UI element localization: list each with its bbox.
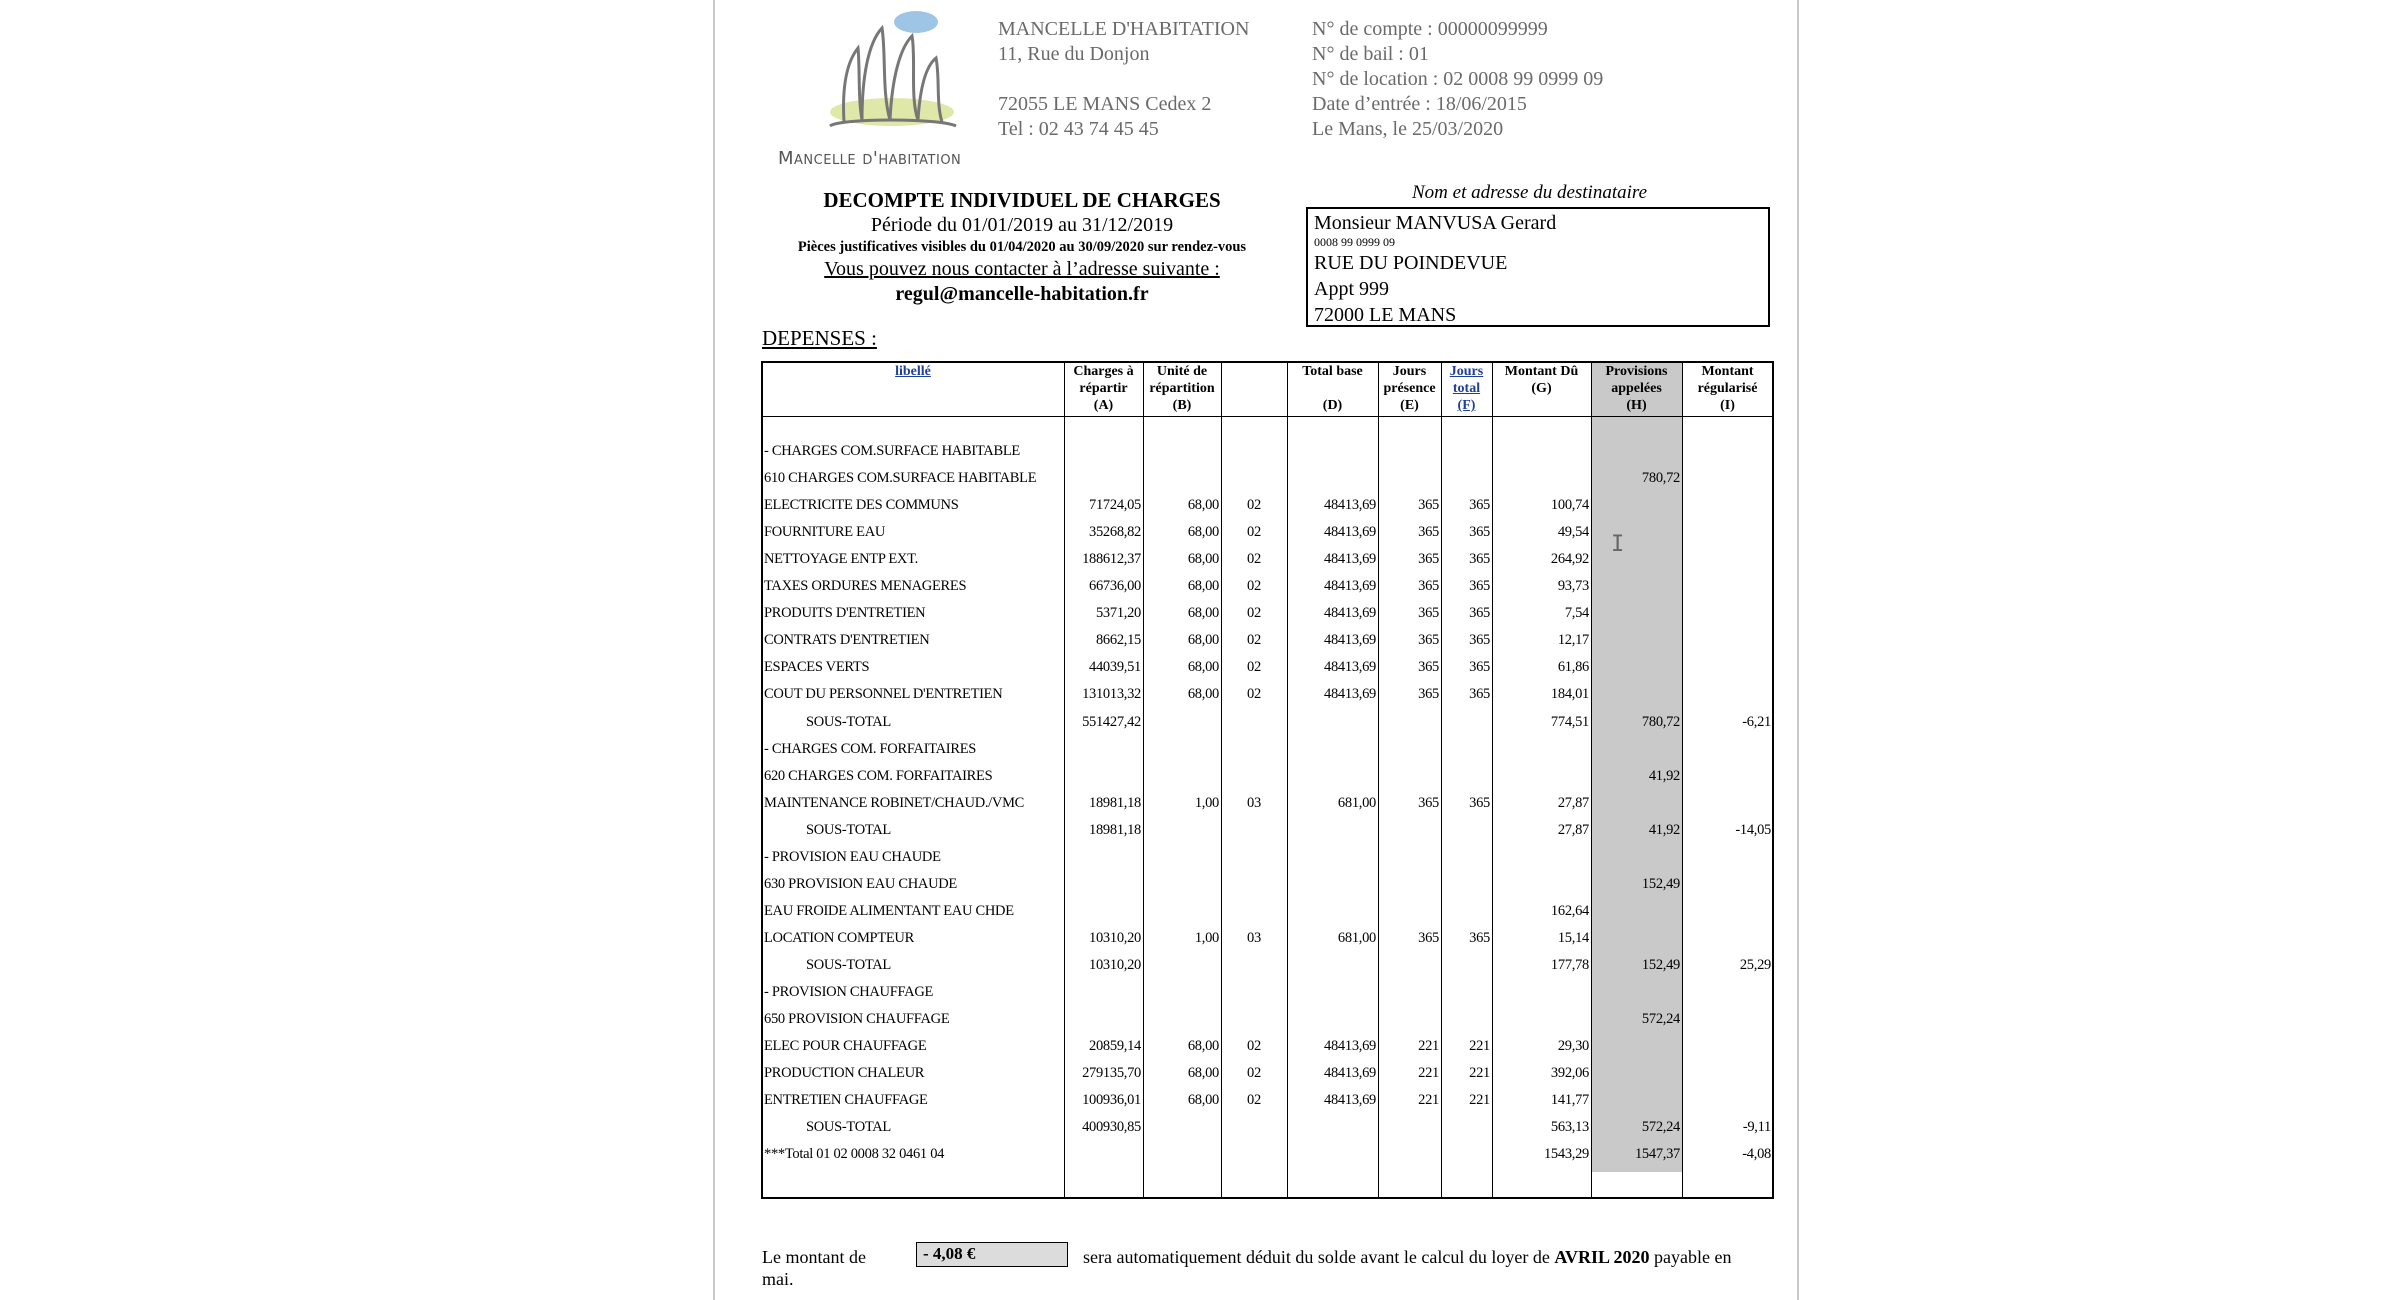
row-cell-d: 48413,69: [1324, 578, 1376, 595]
company-address: [998, 17, 1249, 142]
row-cell-g: 177,78: [1550, 956, 1589, 973]
row-cell-c: 02: [1247, 1092, 1261, 1109]
row-label: COUT DU PERSONNEL D'ENTRETIEN: [764, 686, 1003, 703]
row-label: SOUS-TOTAL: [806, 821, 891, 838]
row-label: 650 PROVISION CHAUFFAGE: [764, 1011, 950, 1028]
column-header-line: (D): [1322, 398, 1343, 413]
row-cell-g: 100,74: [1550, 497, 1589, 514]
column-header-line: [1221, 363, 1287, 380]
footer-month: AVRIL 2020: [1554, 1247, 1650, 1267]
row-label: SOUS-TOTAL: [806, 713, 891, 730]
column-header-line: Jours: [1392, 364, 1427, 379]
row-cell-g: 49,54: [1557, 524, 1589, 541]
row-cell-b: 1,00: [1194, 794, 1219, 811]
row-cell-f: 365: [1469, 794, 1490, 811]
column-header-line: Montant Dû: [1504, 364, 1579, 379]
row-cell-c: 02: [1247, 1065, 1261, 1082]
column-header-line: (E): [1400, 398, 1419, 413]
row-cell-g: 774,51: [1550, 713, 1589, 730]
row-cell-f: 221: [1469, 1065, 1490, 1082]
row-label: 610 CHARGES COM.SURFACE HABITABLE: [764, 470, 1037, 487]
column-header-a: [1064, 363, 1143, 414]
company-city: 72055 LE MANS Cedex 2: [998, 93, 1212, 115]
section-label: DEPENSES :: [762, 326, 877, 350]
row-cell-d: 48413,69: [1324, 524, 1376, 541]
row-cell-h: 41,92: [1648, 821, 1680, 838]
row-cell-a: 20859,14: [1089, 1038, 1141, 1055]
entry-date: Date d’entrée : 18/06/2015: [1312, 93, 1527, 115]
row-cell-g: 1543,29: [1543, 1146, 1589, 1163]
row-cell-e: 365: [1418, 524, 1439, 541]
row-cell-b: 68,00: [1187, 1038, 1219, 1055]
recipient-city: 72000 LE MANS: [1314, 304, 1457, 326]
row-cell-f: 365: [1469, 929, 1490, 946]
footer-prefix-2: mai.: [762, 1269, 794, 1289]
company-name: MANCELLE D'HABITATION: [998, 18, 1250, 40]
column-header-line: Provisions: [1605, 364, 1668, 379]
company-phone: Tel : 02 43 74 45 45: [998, 118, 1159, 140]
row-cell-c: 02: [1247, 1038, 1261, 1055]
row-cell-b: 1,00: [1194, 929, 1219, 946]
row-cell-f: 365: [1469, 497, 1490, 514]
column-header-line: libellé: [895, 364, 931, 379]
row-label: FOURNITURE EAU: [764, 524, 886, 541]
row-cell-a: 44039,51: [1089, 659, 1141, 676]
row-cell-d: 48413,69: [1324, 632, 1376, 649]
row-cell-a: 35268,82: [1089, 524, 1141, 541]
row-cell-b: 68,00: [1187, 578, 1219, 595]
row-label: ESPACES VERTS: [764, 659, 870, 676]
row-cell-c: 02: [1247, 686, 1261, 703]
column-header-line: [1492, 397, 1591, 414]
row-cell-f: 365: [1469, 605, 1490, 622]
logo-caption: Mancelle d'habitation: [778, 148, 962, 169]
row-cell-d: 681,00: [1337, 929, 1376, 946]
row-cell-b: 68,00: [1187, 1092, 1219, 1109]
letter-date: Le Mans, le 25/03/2020: [1312, 118, 1504, 140]
row-cell-a: 18981,18: [1089, 821, 1141, 838]
row-label: PRODUITS D'ENTRETIEN: [764, 605, 926, 622]
column-header-line: [1287, 380, 1378, 397]
row-cell-g: 184,01: [1550, 686, 1589, 703]
row-cell-i: -9,11: [1742, 1119, 1771, 1136]
row-cell-g: 7,54: [1564, 605, 1589, 622]
row-cell-b: 68,00: [1187, 524, 1219, 541]
column-header-line: régularisé: [1697, 381, 1758, 396]
row-cell-b: 68,00: [1187, 632, 1219, 649]
row-cell-f: 221: [1469, 1092, 1490, 1109]
recipient-box: [1306, 207, 1770, 327]
row-cell-g: 29,30: [1557, 1038, 1589, 1055]
column-header-line: [1221, 397, 1287, 414]
supporting-docs-note: Pièces justificatives visibles du 01/04/2020 au 30/09/2020 sur rendez-vous: [797, 239, 1247, 255]
column-header-line: Total base: [1302, 364, 1363, 379]
period: Période du 01/01/2019 au 31/12/2019: [870, 214, 1174, 236]
column-header-line: répartir: [1079, 381, 1128, 396]
row-cell-e: 365: [1418, 605, 1439, 622]
contact-email[interactable]: regul@mancelle-habitation.fr: [895, 283, 1149, 305]
row-cell-d: 48413,69: [1324, 1038, 1376, 1055]
row-cell-g: 15,14: [1557, 929, 1589, 946]
row-cell-g: 27,87: [1557, 794, 1589, 811]
row-label: PRODUCTION CHALEUR: [764, 1065, 925, 1082]
row-cell-a: 66736,00: [1089, 578, 1141, 595]
row-cell-e: 221: [1418, 1065, 1439, 1082]
row-cell-d: 48413,69: [1324, 551, 1376, 568]
row-cell-f: 365: [1469, 524, 1490, 541]
row-cell-b: 68,00: [1187, 497, 1219, 514]
page-left-border: [713, 0, 715, 1300]
row-cell-d: 48413,69: [1324, 1092, 1376, 1109]
row-cell-d: 48413,69: [1324, 605, 1376, 622]
row-cell-f: 365: [1469, 551, 1490, 568]
row-cell-g: 162,64: [1550, 902, 1589, 919]
row-cell-f: 365: [1469, 659, 1490, 676]
row-cell-g: 264,92: [1550, 551, 1589, 568]
column-header-line: Unité de: [1156, 364, 1208, 379]
row-label: CONTRATS D'ENTRETIEN: [764, 632, 930, 649]
row-cell-e: 365: [1418, 551, 1439, 568]
row-cell-a: 10310,20: [1089, 956, 1141, 973]
row-cell-f: 365: [1469, 632, 1490, 649]
recipient-street: RUE DU POINDEVUE: [1314, 252, 1508, 274]
column-header-e: [1378, 363, 1441, 414]
row-cell-d: 48413,69: [1324, 1065, 1376, 1082]
row-cell-a: 18981,18: [1089, 794, 1141, 811]
amount-box: - 4,08 €: [916, 1242, 1068, 1267]
row-cell-a: 100936,01: [1082, 1092, 1141, 1109]
row-cell-a: 71724,05: [1089, 497, 1141, 514]
row-cell-c: 02: [1247, 632, 1261, 649]
lease-number: N° de bail : 01: [1312, 43, 1429, 65]
company-street: 11, Rue du Donjon: [998, 43, 1150, 65]
row-label: ELEC POUR CHAUFFAGE: [764, 1038, 927, 1055]
row-label: ELECTRICITE DES COMMUNS: [764, 497, 959, 514]
row-cell-e: 221: [1418, 1092, 1439, 1109]
row-cell-g: 141,77: [1550, 1092, 1589, 1109]
row-cell-c: 03: [1247, 794, 1261, 811]
row-cell-a: 279135,70: [1082, 1065, 1141, 1082]
row-cell-f: 365: [1469, 686, 1490, 703]
row-cell-a: 188612,37: [1082, 551, 1141, 568]
row-cell-c: 02: [1247, 659, 1261, 676]
column-header-h: [1591, 363, 1682, 414]
recipient-caption: Nom et adresse du destinataire: [1412, 182, 1648, 203]
column-header-line: (A): [1093, 398, 1114, 413]
rental-number: N° de location : 02 0008 99 0999 09: [1312, 68, 1604, 90]
row-cell-i: -14,05: [1735, 821, 1771, 838]
row-label: ***Total 01 02 0008 32 0461 04: [764, 1146, 945, 1163]
row-cell-g: 27,87: [1557, 821, 1589, 838]
column-header-b: [1143, 363, 1221, 414]
row-cell-b: 68,00: [1187, 1065, 1219, 1082]
row-cell-b: 68,00: [1187, 551, 1219, 568]
column-header-i: [1682, 363, 1773, 414]
title-block: [762, 188, 1282, 307]
row-label: LOCATION COMPTEUR: [764, 929, 914, 946]
row-cell-i: -4,08: [1742, 1146, 1771, 1163]
row-cell-e: 365: [1418, 578, 1439, 595]
column-header-line: total: [1452, 381, 1481, 396]
column-header-line: (B): [1172, 398, 1192, 413]
column-header-line: présence: [1383, 381, 1436, 396]
column-header-line: répartition: [1149, 381, 1215, 396]
row-label: SOUS-TOTAL: [806, 956, 891, 973]
column-header-line: Charges à: [1073, 364, 1134, 379]
row-cell-d: 48413,69: [1324, 497, 1376, 514]
row-label: EAU FROIDE ALIMENTANT EAU CHDE: [764, 902, 1014, 919]
recipient-appt: Appt 999: [1314, 278, 1389, 300]
row-cell-d: 48413,69: [1324, 686, 1376, 703]
column-header-line: (H): [1626, 398, 1647, 413]
row-cell-e: 365: [1418, 659, 1439, 676]
table-header-divider: [762, 416, 1773, 417]
logo-icon: [800, 8, 980, 138]
row-label: - CHARGES COM. FORFAITAIRES: [764, 740, 977, 757]
row-cell-e: 221: [1418, 1038, 1439, 1055]
page-right-border: [1797, 0, 1799, 1300]
row-cell-g: 12,17: [1557, 632, 1589, 649]
row-cell-c: 02: [1247, 578, 1261, 595]
row-cell-h: 152,49: [1641, 875, 1680, 892]
footer-sentence: [1083, 1247, 1732, 1268]
row-cell-h: 572,24: [1641, 1119, 1680, 1136]
row-cell-c: 03: [1247, 929, 1261, 946]
row-label: ENTRETIEN CHAUFFAGE: [764, 1092, 928, 1109]
row-cell-e: 365: [1418, 632, 1439, 649]
table-column-line: [1682, 362, 1683, 1199]
column-header-line: appelées: [1611, 381, 1662, 396]
recipient-ref: 0008 99 0999 09: [1314, 235, 1395, 249]
column-header-d: [1287, 363, 1378, 414]
text-cursor-icon: I: [1611, 532, 1625, 557]
footer-mid: sera automatiquement déduit du solde avant le calcul du loyer de: [1083, 1247, 1550, 1267]
row-cell-i: -6,21: [1742, 713, 1771, 730]
row-cell-c: 02: [1247, 497, 1261, 514]
column-header-g: [1492, 363, 1591, 414]
row-label: 620 CHARGES COM. FORFAITAIRES: [764, 767, 993, 784]
row-cell-e: 365: [1418, 686, 1439, 703]
row-cell-h: 572,24: [1641, 1011, 1680, 1028]
recipient-name: Monsieur MANVUSA Gerard: [1314, 212, 1557, 234]
column-header-label: [762, 363, 1064, 380]
row-cell-h: 780,72: [1641, 470, 1680, 487]
row-label: SOUS-TOTAL: [806, 1119, 891, 1136]
contact-line: Vous pouvez nous contacter à l’adresse suivante :: [824, 258, 1220, 280]
row-cell-g: 392,06: [1550, 1065, 1589, 1082]
column-header-f: [1441, 363, 1492, 414]
row-cell-i: 25,29: [1739, 956, 1771, 973]
row-cell-a: 5371,20: [1095, 605, 1141, 622]
row-label: 630 PROVISION EAU CHAUDE: [764, 875, 957, 892]
row-cell-c: 02: [1247, 551, 1261, 568]
footer-suffix: payable en: [1654, 1247, 1732, 1267]
column-header-line: Jours: [1449, 364, 1484, 379]
column-header-line: (F): [1457, 398, 1476, 413]
row-cell-e: 365: [1418, 929, 1439, 946]
row-cell-g: 93,73: [1557, 578, 1589, 595]
row-label: - PROVISION EAU CHAUDE: [764, 848, 941, 865]
row-cell-d: 681,00: [1337, 794, 1376, 811]
document-title: DECOMPTE INDIVIDUEL DE CHARGES: [823, 188, 1221, 212]
row-cell-b: 68,00: [1187, 659, 1219, 676]
row-cell-c: 02: [1247, 524, 1261, 541]
row-cell-a: 551427,42: [1082, 713, 1141, 730]
row-cell-h: 1547,37: [1634, 1146, 1680, 1163]
account-number: N° de compte : 00000099999: [1312, 18, 1548, 40]
row-cell-e: 365: [1418, 794, 1439, 811]
row-cell-c: 02: [1247, 605, 1261, 622]
row-cell-h: 152,49: [1641, 956, 1680, 973]
row-cell-d: 48413,69: [1324, 659, 1376, 676]
row-label: TAXES ORDURES MENAGERES: [764, 578, 967, 595]
row-cell-a: 8662,15: [1095, 632, 1141, 649]
row-label: MAINTENANCE ROBINET/CHAUD./VMC: [764, 794, 1025, 811]
row-label: - PROVISION CHAUFFAGE: [764, 984, 934, 1000]
column-header-line: (G): [1531, 381, 1552, 396]
column-header-line: Montant: [1701, 364, 1754, 379]
row-cell-a: 10310,20: [1089, 929, 1141, 946]
row-cell-h: 780,72: [1641, 713, 1680, 730]
row-cell-e: 365: [1418, 497, 1439, 514]
row-cell-b: 68,00: [1187, 686, 1219, 703]
row-cell-h: 41,92: [1648, 767, 1680, 784]
row-cell-f: 221: [1469, 1038, 1490, 1055]
footer-prefix: Le montant de: [762, 1247, 866, 1267]
column-header-c: [1221, 363, 1287, 414]
row-cell-b: 68,00: [1187, 605, 1219, 622]
row-label: - CHARGES COM.SURFACE HABITABLE: [764, 443, 1020, 459]
row-cell-a: 131013,32: [1082, 686, 1141, 703]
column-header-line: [1221, 380, 1287, 397]
row-cell-a: 400930,85: [1082, 1119, 1141, 1136]
row-cell-g: 563,13: [1550, 1119, 1589, 1136]
account-info: [1312, 17, 1603, 142]
row-label: NETTOYAGE ENTP EXT.: [764, 551, 918, 568]
column-header-line: (I): [1720, 398, 1735, 413]
row-cell-g: 61,86: [1557, 659, 1589, 676]
row-cell-f: 365: [1469, 578, 1490, 595]
